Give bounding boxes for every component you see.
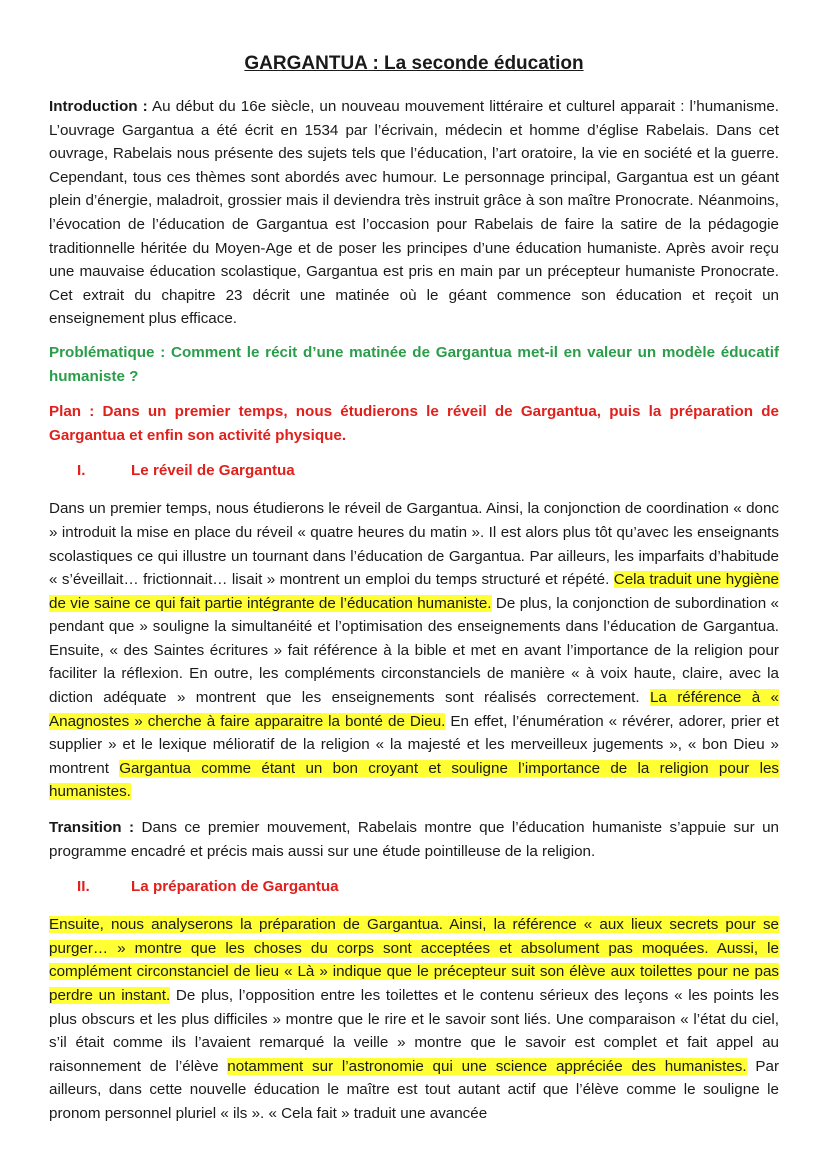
page-title: GARGANTUA : La seconde éducation [244,53,584,74]
section-2-highlight-2: notamment sur l’astronomie qui une science appréciée des humanistes. [227,1057,747,1075]
section-1-number: I. [77,462,86,480]
introduction-label: Introduction : [49,98,148,115]
section-1-highlight-1: Cela traduit une hygiène de vie saine ce qui fait partie intégrante de l’éducation humaniste. [49,571,779,612]
plan-paragraph: Plan : Dans un premier temps, nous étudierons le réveil de Gargantua, puis la préparation de Gargantua et enfin son activité physique. [49,403,779,444]
section-1-text-1: Dans un premier temps, nous étudierons le réveil de Gargantua. Ainsi, la conjonction de coordination « donc » introduit la mise en place du réveil « quatre heures du matin ». Il est alors plus tôt qu’avec les enseignants scolastiques ce qui illustre un tournant dans l’éducation de Gargantua. Par ailleurs, les imparfaits d’habitude « s’éveillait… frictionnait… lisait » montrent un emploi du temps structuré et répété. [49,500,779,589]
section-1-paragraph [49,497,779,804]
section-2-title: La préparation de Gargantua [131,878,339,896]
section-2-text-2: Par ailleurs, dans cette nouvelle éducation le maître est tout autant actif que l’élève comme le souligne le pronom personnel pluriel « ils ». « Cela fait » traduit une avancée [49,1057,779,1122]
section-1-text-2: De plus, la conjonction de subordination « pendant que » souligne la simultanéité et l’optimisation des enseignements dans l’éducation de Gargantua. Ensuite, « des Saintes écritures » fait référence à la bible et met en avant l’importance de la religion pour faciliter la réflexion. En outre, les compléments circonstanciels de manière « à voix haute, claire, avec la diction adéquate » montrent que les enseignements sont réalisés correctement. [49,594,779,707]
section-2-text-1: De plus, l’opposition entre les toilettes et le contenu sérieux des leçons « les points les plus obscurs et les plus difficiles » montre que le rire et le savoir sont liés. Une comparaison « l’état du ciel, s’il était comme ils l’avaient remarqué la veille » montre que le savoir est complet et fait appel au raisonnement de l’élève [49,987,779,1075]
section-1-heading [49,459,779,483]
section-1-highlight-3: Gargantua comme étant un bon croyant et souligne l’importance de la religion pour les humanistes. [49,759,780,801]
transition-label: Transition : [49,819,135,837]
transition-text: Dans ce premier mouvement, Rabelais montre que l’éducation humaniste s’appuie sur un programme encadré et précis mais aussi sur une étude pointilleuse de la religion. [49,819,779,860]
section-2-number: II. [77,878,90,896]
transition-paragraph [49,816,779,863]
section-2-highlight-1: Ensuite, nous analyserons la préparation de Gargantua. Ainsi, la référence « aux lieux secrets pour se purger… » montre que les choses du corps sont acceptées et absolument pas moquées. Aussi, le complément circonstanciel de lieu « Là » indique que le précepteur suit son élève aux toilettes pour ne pas perdre un instant. [49,916,779,1004]
section-2-paragraph [49,913,779,1125]
section-2-heading [49,875,779,899]
introduction-text: Au début du 16e siècle, un nouveau mouvement littéraire et culturel apparait : l’humanisme. L’ouvrage Gargantua a été écrit en 1534 par l’écrivain, médecin et homme d’église Rabelais. Dans cet ouvrage, Rabelais nous présente des sujets tels que l’éducation, l’art oratoire, la vie en société et la guerre. Cependant, tous ces thèmes sont abordés avec humour. Le personnage principal, Gargantua est un géant plein d’énergie, maladroit, grossier mais il deviendra très instruit grâce à son maître Pronocrate. Néanmoins, l’évocation de l’éducation de Gargantua est l’occasion pour Rabelais de faire la satire de la pédagogie traditionnelle héritée du Moyen-Age et de poser les principes d’une éducation humaniste. Après avoir reçu une mauvaise éducation scolastique, Gargantua est pris en main par un précepteur humaniste Pronocrate. Cet extrait du chapitre 23 décrit une matinée où le géant commence son éducation et reçoit un enseignement plus efficace. [49,98,779,328]
section-1-highlight-2: La référence à « Anagnostes » cherche à faire apparaitre la bonté de Dieu. [49,689,780,730]
section-1-text-3: En effet, l’énumération « révérer, adorer, prier et supplier » et le lexique mélioratif de la religion « la majesté et les merveilleux jugements », « bon Dieu » montrent [49,712,779,777]
problematique-paragraph: Problématique : Comment le récit d’une matinée de Gargantua met-il en valeur un modèle éducatif humaniste ? [49,343,779,385]
section-1-title: Le réveil de Gargantua [131,462,295,480]
introduction-paragraph [49,95,779,331]
